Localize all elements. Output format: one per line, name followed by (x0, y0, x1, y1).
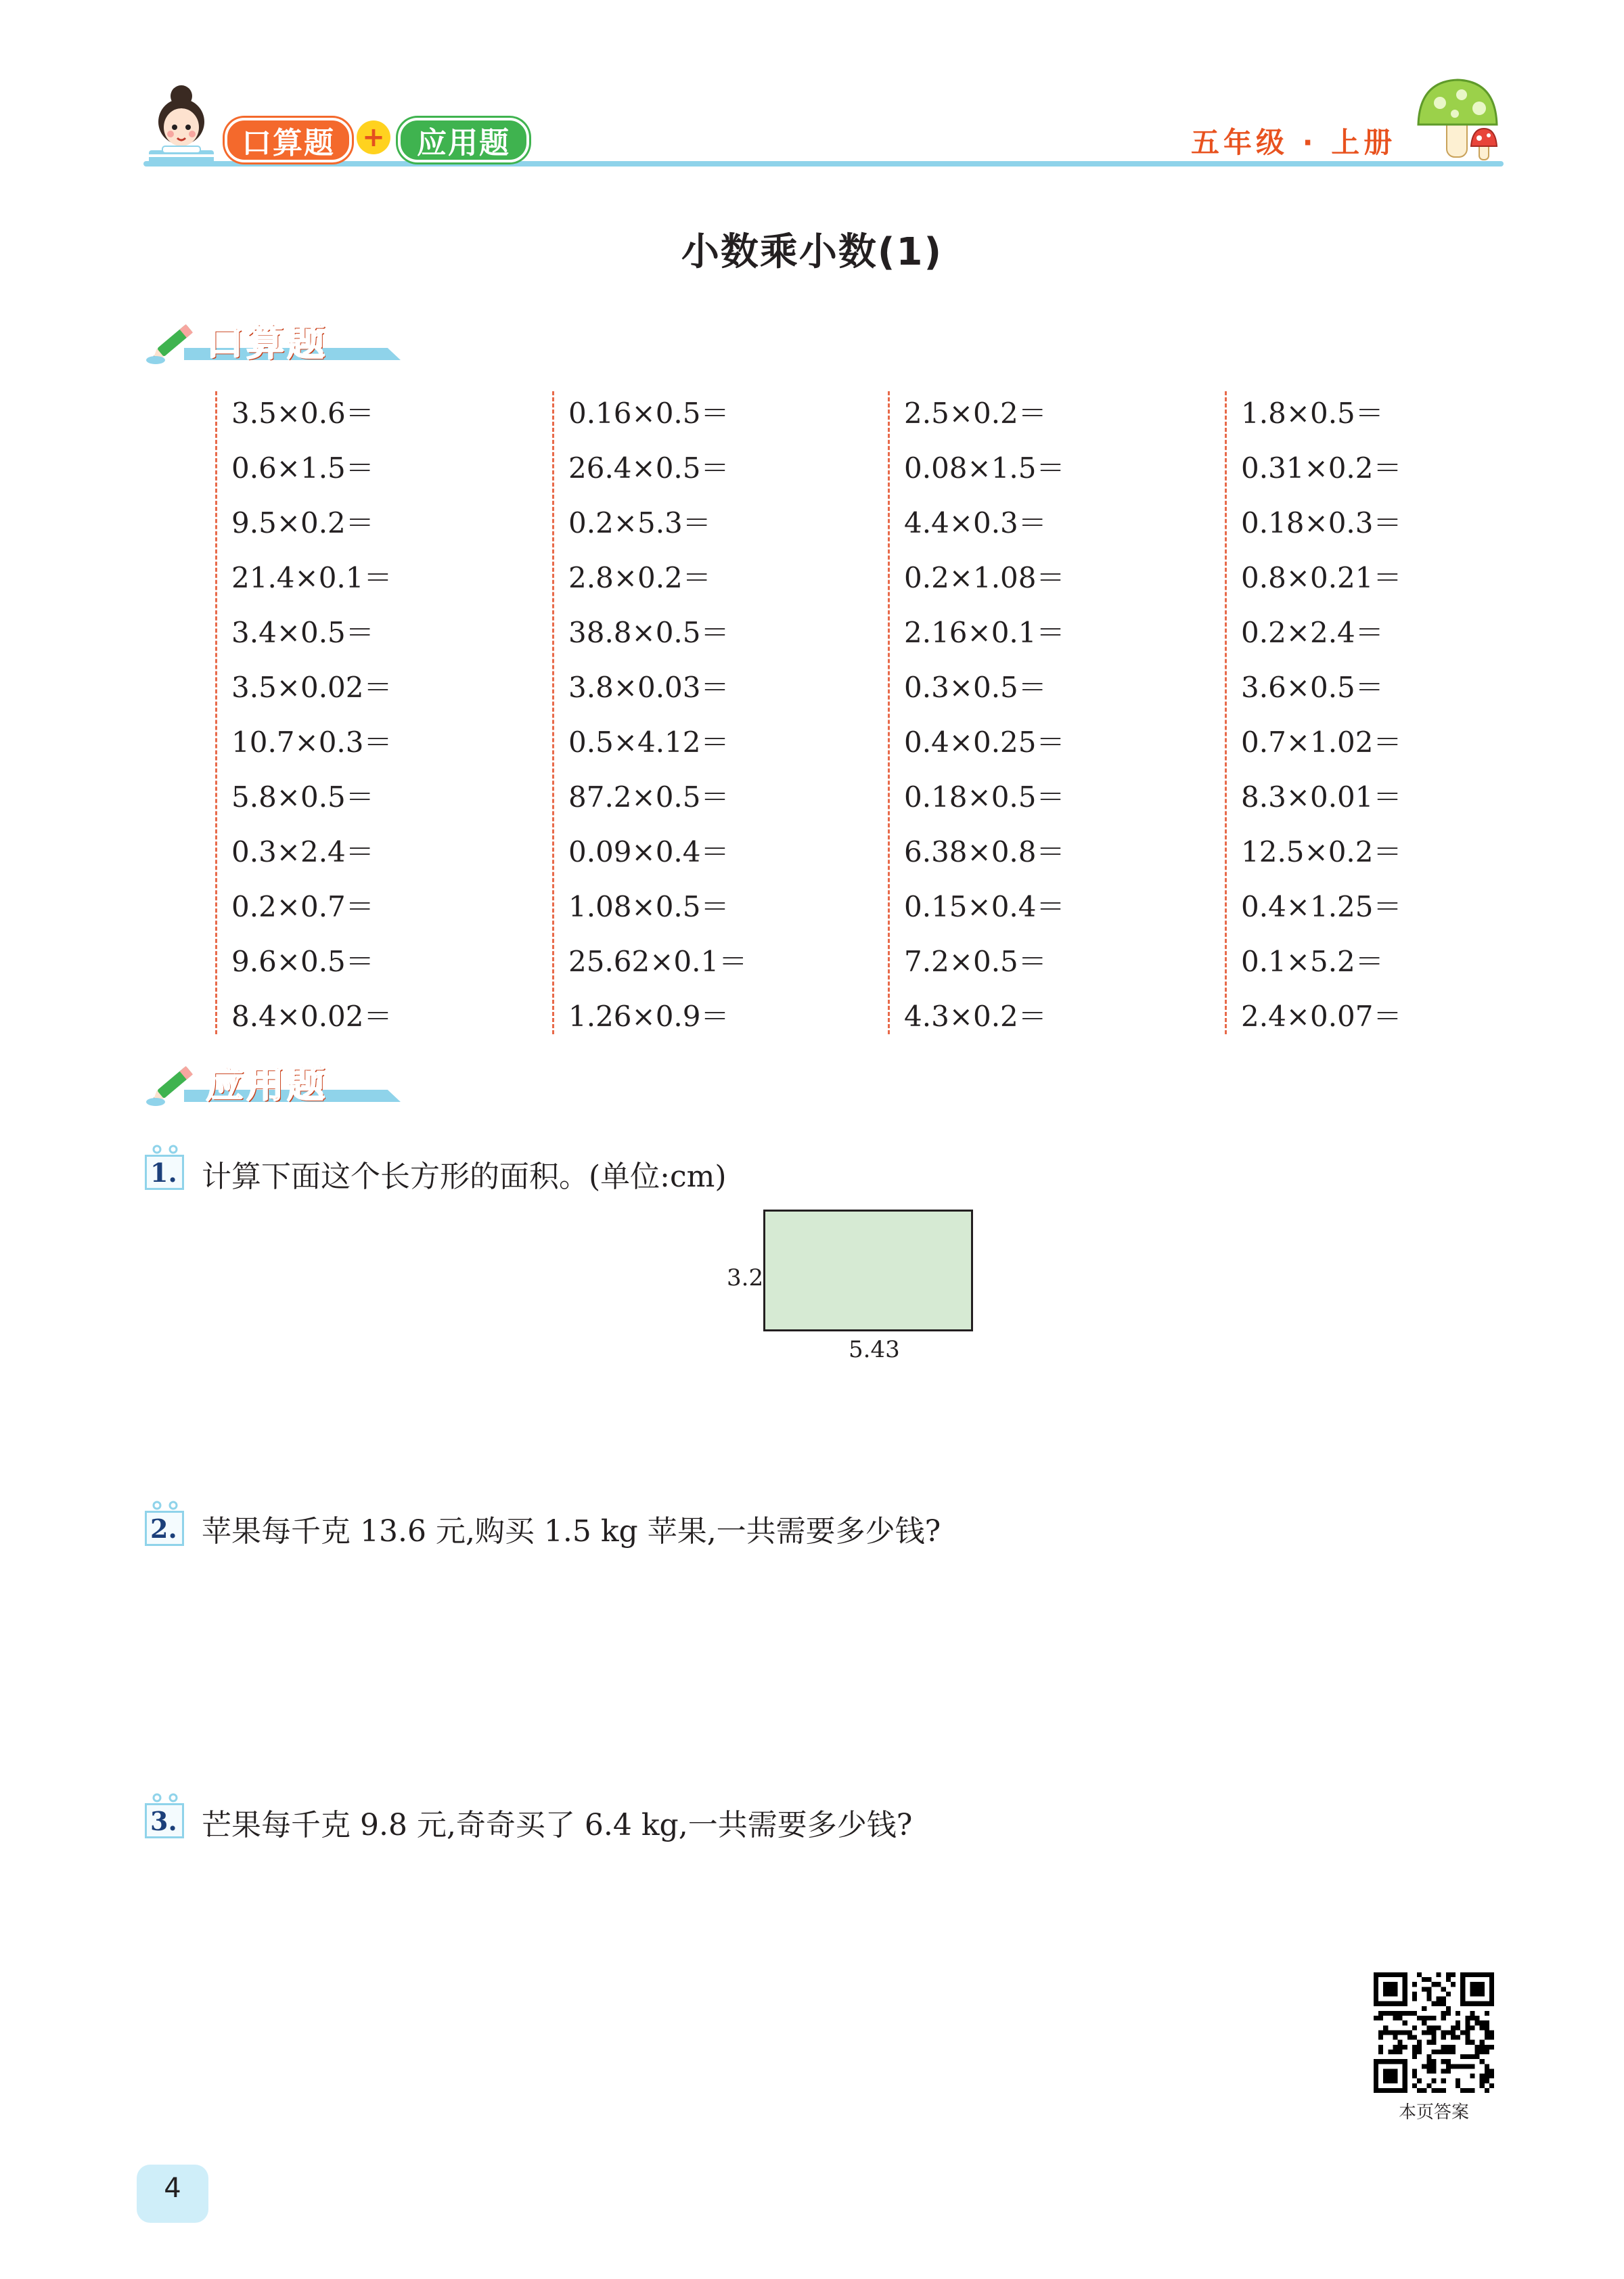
oral-problem: 5.8×0.5＝ (231, 780, 374, 814)
rectangle-height-label: 3.2 (727, 1264, 764, 1291)
oral-problem: 8.3×0.01＝ (1241, 780, 1402, 814)
oral-problem: 10.7×0.3＝ (231, 726, 392, 759)
oral-problem: 0.3×2.4＝ (231, 835, 374, 868)
header-applied-badge: 应用题 (398, 118, 529, 162)
oral-problem: 3.8×0.03＝ (568, 671, 729, 704)
question-2-text: 苹果每千克 13.6 元,购买 1.5 kg 苹果,一共需要多少钱? (202, 1514, 941, 1549)
oral-problem: 2.4×0.07＝ (1241, 1000, 1402, 1033)
mushroom-icon (1413, 76, 1508, 165)
oral-problem: 1.08×0.5＝ (568, 890, 729, 923)
oral-problem: 38.8×0.5＝ (568, 616, 729, 649)
rectangle-width-label: 5.43 (849, 1336, 900, 1363)
oral-problem: 0.18×0.3＝ (1241, 506, 1402, 539)
oral-problem: 0.2×2.4＝ (1241, 616, 1384, 649)
oral-problem: 0.08×1.5＝ (904, 451, 1065, 485)
oral-problem: 0.5×4.12＝ (568, 726, 729, 759)
applied-section-header (143, 1052, 401, 1113)
oral-problem: 25.62×0.1＝ (568, 945, 748, 978)
question-1-text: 计算下面这个长方形的面积。(单位:cm) (202, 1159, 727, 1194)
column-divider (215, 391, 217, 1034)
oral-problem: 3.5×0.02＝ (231, 671, 392, 704)
oral-problem: 0.2×5.3＝ (568, 506, 711, 539)
oral-problem: 8.4×0.02＝ (231, 1000, 392, 1033)
oral-problem: 0.4×0.25＝ (904, 726, 1065, 759)
oral-problem: 4.3×0.2＝ (904, 1000, 1047, 1033)
question-number-badge (145, 1799, 187, 1838)
question-number-badge (145, 1151, 187, 1190)
rectangle-figure (763, 1210, 973, 1331)
oral-problem: 0.7×1.02＝ (1241, 726, 1402, 759)
oral-problem: 0.8×0.21＝ (1241, 561, 1402, 594)
oral-problem: 7.2×0.5＝ (904, 945, 1047, 978)
oral-problem: 9.5×0.2＝ (231, 506, 374, 539)
oral-problem: 1.8×0.5＝ (1241, 397, 1384, 430)
page-number: 4 (164, 2173, 181, 2204)
oral-problem: 12.5×0.2＝ (1241, 835, 1402, 868)
question-number: 2. (150, 1513, 177, 1544)
pencil-icon (143, 310, 204, 371)
answer-qr-code-icon[interactable] (1374, 1972, 1494, 2093)
oral-problem: 26.4×0.5＝ (568, 451, 729, 485)
oral-problem: 1.26×0.9＝ (568, 1000, 729, 1033)
page-title: 小数乘小数(1) (681, 230, 943, 274)
applied-section-label: 应用题 (206, 1063, 328, 1107)
qr-caption: 本页答案 (1398, 2102, 1469, 2123)
oral-problem: 0.31×0.2＝ (1241, 451, 1402, 485)
oral-problem: 9.6×0.5＝ (231, 945, 374, 978)
column-divider (552, 391, 554, 1034)
question-number: 1. (150, 1157, 177, 1188)
oral-problem: 0.2×0.7＝ (231, 890, 374, 923)
oral-problem: 4.4×0.3＝ (904, 506, 1047, 539)
grade-label: 五年级 · 上册 (1191, 126, 1397, 159)
oral-problem: 87.2×0.5＝ (568, 780, 729, 814)
oral-problem: 2.5×0.2＝ (904, 397, 1047, 430)
oral-problem: 0.18×0.5＝ (904, 780, 1065, 814)
oral-problem: 3.6×0.5＝ (1241, 671, 1384, 704)
oral-problem: 0.2×1.08＝ (904, 561, 1065, 594)
oral-problem: 0.16×0.5＝ (568, 397, 729, 430)
column-divider (888, 391, 890, 1034)
oral-section-label: 口算题 (206, 321, 328, 365)
plus-icon: + (357, 120, 390, 154)
pencil-icon (143, 1052, 204, 1113)
oral-problem: 3.4×0.5＝ (231, 616, 374, 649)
question-3-text: 芒果每千克 9.8 元,奇奇买了 6.4 kg,一共需要多少钱? (202, 1808, 913, 1842)
question-number: 3. (150, 1806, 177, 1836)
header-oral-badge: 口算题 (225, 118, 352, 162)
oral-problem: 0.4×1.25＝ (1241, 890, 1402, 923)
oral-problem: 3.5×0.6＝ (231, 397, 374, 430)
oral-problem: 0.3×0.5＝ (904, 671, 1047, 704)
header-rule (143, 161, 1504, 167)
oral-problem: 2.16×0.1＝ (904, 616, 1065, 649)
oral-problem: 0.6×1.5＝ (231, 451, 374, 485)
oral-problem: 0.1×5.2＝ (1241, 945, 1384, 978)
column-divider (1225, 391, 1227, 1034)
oral-problem: 2.8×0.2＝ (568, 561, 711, 594)
oral-problem: 21.4×0.1＝ (231, 561, 392, 594)
oral-problem: 0.09×0.4＝ (568, 835, 729, 868)
oral-problem: 6.38×0.8＝ (904, 835, 1065, 868)
question-number-badge (145, 1507, 187, 1546)
oral-problem: 0.15×0.4＝ (904, 890, 1065, 923)
girl-mascot-icon (143, 80, 219, 168)
oral-section-header (143, 310, 401, 371)
